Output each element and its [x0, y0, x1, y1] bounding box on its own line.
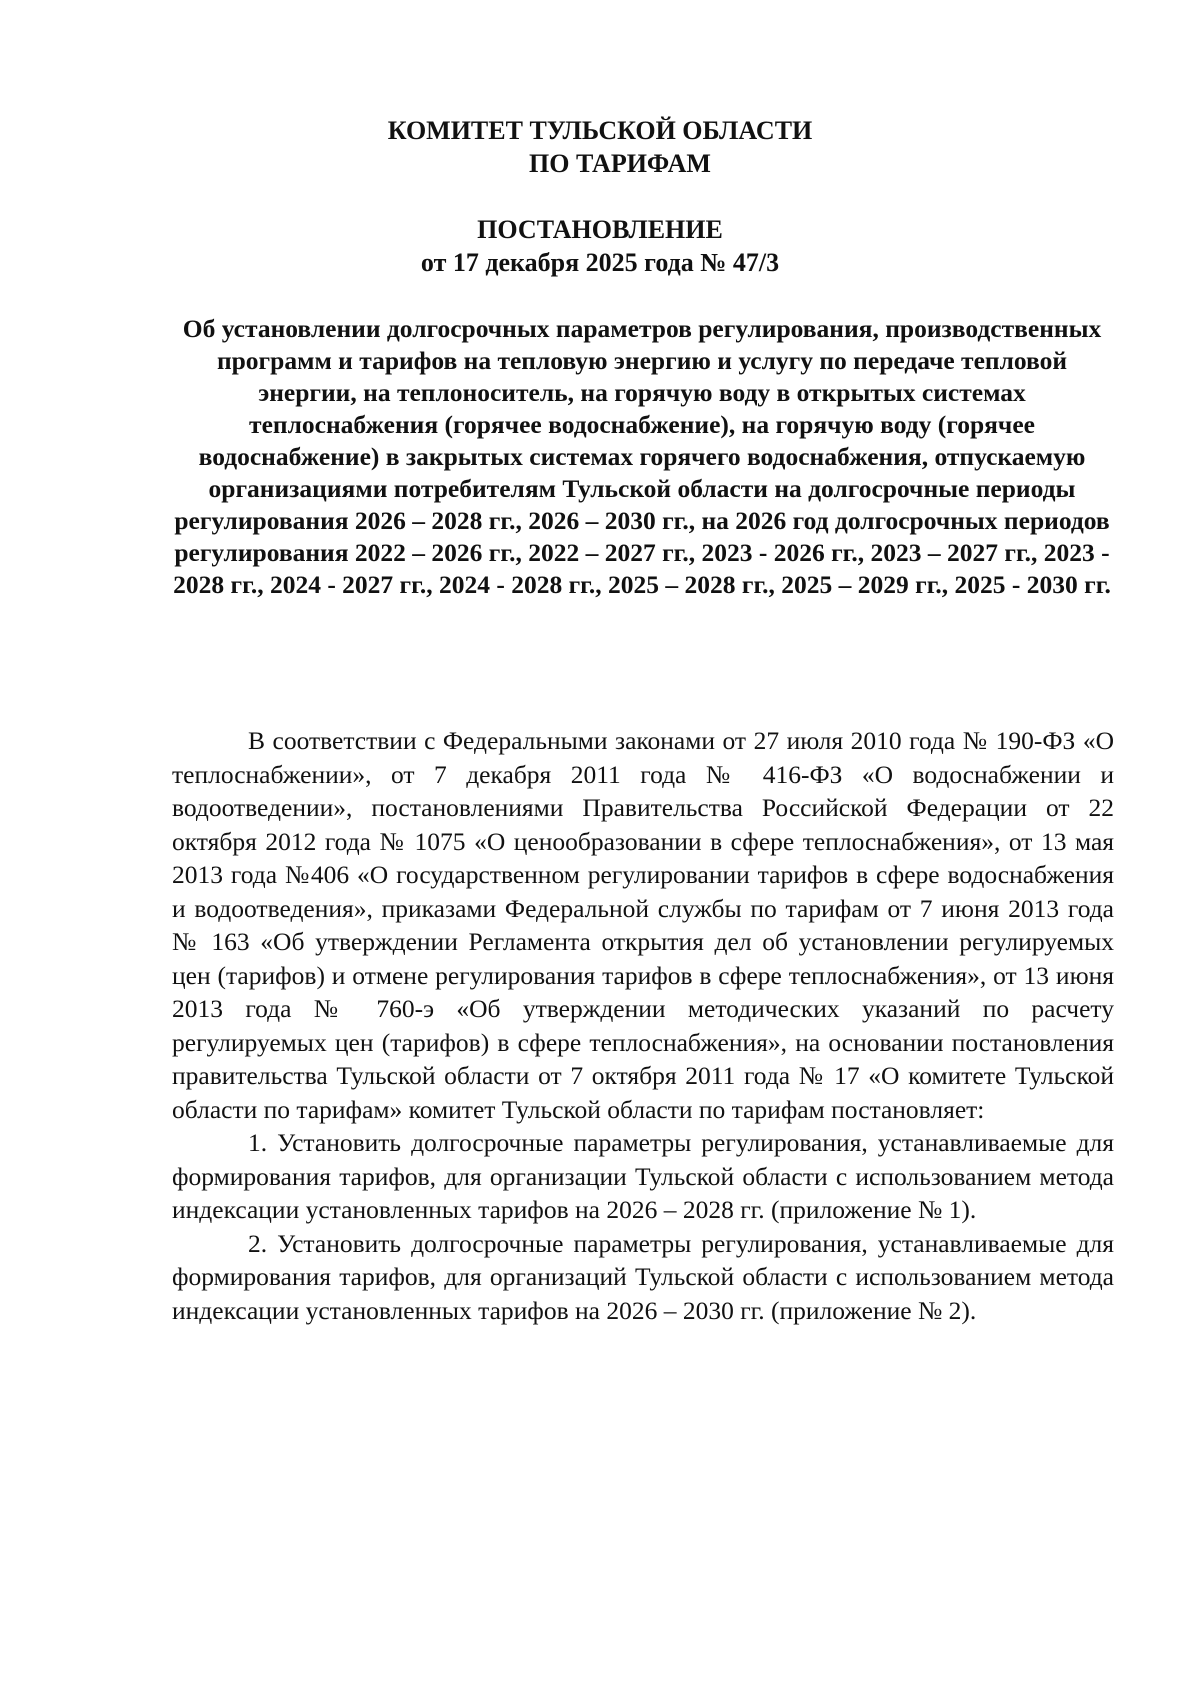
document-body: [172, 724, 1114, 1327]
document-subject: Об установлении долгосрочных параметров регулирования, производственных программ и тарифов на тепловую энергию и услугу по передаче тепловой энергии, на теплоноситель, на горячую воду в открытых системах теплоснабжения (горячее водоснабжение), на горячую воду (горячее водоснабжение) в закрытых системах горячего водоснабжения, отпускаемую организациями потребителям Тульской области на долгосрочные периоды регулирования 2026 – 2028 гг., 2026 – 2030 гг., на 2026 год долгосрочных периодов регулирования 2022 – 2026 гг., 2022 – 2027 гг., 2023 - 2026 гг., 2023 – 2027 гг., 2023 - 2028 гг., 2024 - 2027 гг., 2024 - 2028 гг., 2025 – 2028 гг., 2025 – 2029 гг., 2025 - 2030 гг.: [173, 314, 1111, 599]
decree-heading: [0, 213, 1200, 279]
preamble-paragraph: В соответствии с Федеральными законами от 27 июля 2010 года № 190-ФЗ «О теплоснабжении», от 7 декабря 2011 года № 416-ФЗ «О водоснабжении и водоотведении», постановлениями Правительства Российской Федерации от 22 октября 2012 года № 1075 «О ценообразовании в сфере теплоснабжения», от 13 мая 2013 года №406 «О государственном регулировании тарифов в сфере водоснабжения и водоотведения», приказами Федеральной службы по тарифам от 7 июня 2013 года № 163 «Об утверждении Регламента открытия дел об установлении регулируемых цен (тарифов) и отмене регулирования тарифов в сфере теплоснабжения», от 13 июня 2013 года № 760-э «Об утверждении методических указаний по расчету регулируемых цен (тарифов) в сфере теплоснабжения», на основании постановления правительства Тульской области от 7 октября 2011 года № 17 «О комитете Тульской области по тарифам» комитет Тульской области по тарифам постановляет:: [172, 726, 1114, 1124]
item-2-paragraph: 2. Установить долгосрочные параметры регулирования, устанавливаемые для формирования тарифов, для организаций Тульской области с использованием метода индексации установленных тарифов на 2026 – 2030 гг. (приложение № 2).: [172, 1228, 1114, 1325]
organization-line-1: КОМИТЕТ ТУЛЬСКОЙ ОБЛАСТИ: [387, 116, 813, 145]
document-type: ПОСТАНОВЛЕНИЕ: [477, 215, 723, 244]
organization-line-2: ПО ТАРИФАМ: [529, 149, 711, 178]
item-1-paragraph: 1. Установить долгосрочные параметры регулирования, устанавливаемые для формирования тарифов, для организации Тульской области с использованием метода индексации установленных тарифов на 2026 – 2028 гг. (приложение № 1).: [172, 1128, 1114, 1224]
organization-heading: [0, 114, 1200, 180]
document-date-number: от 17 декабря 2025 года № 47/3: [420, 248, 780, 277]
